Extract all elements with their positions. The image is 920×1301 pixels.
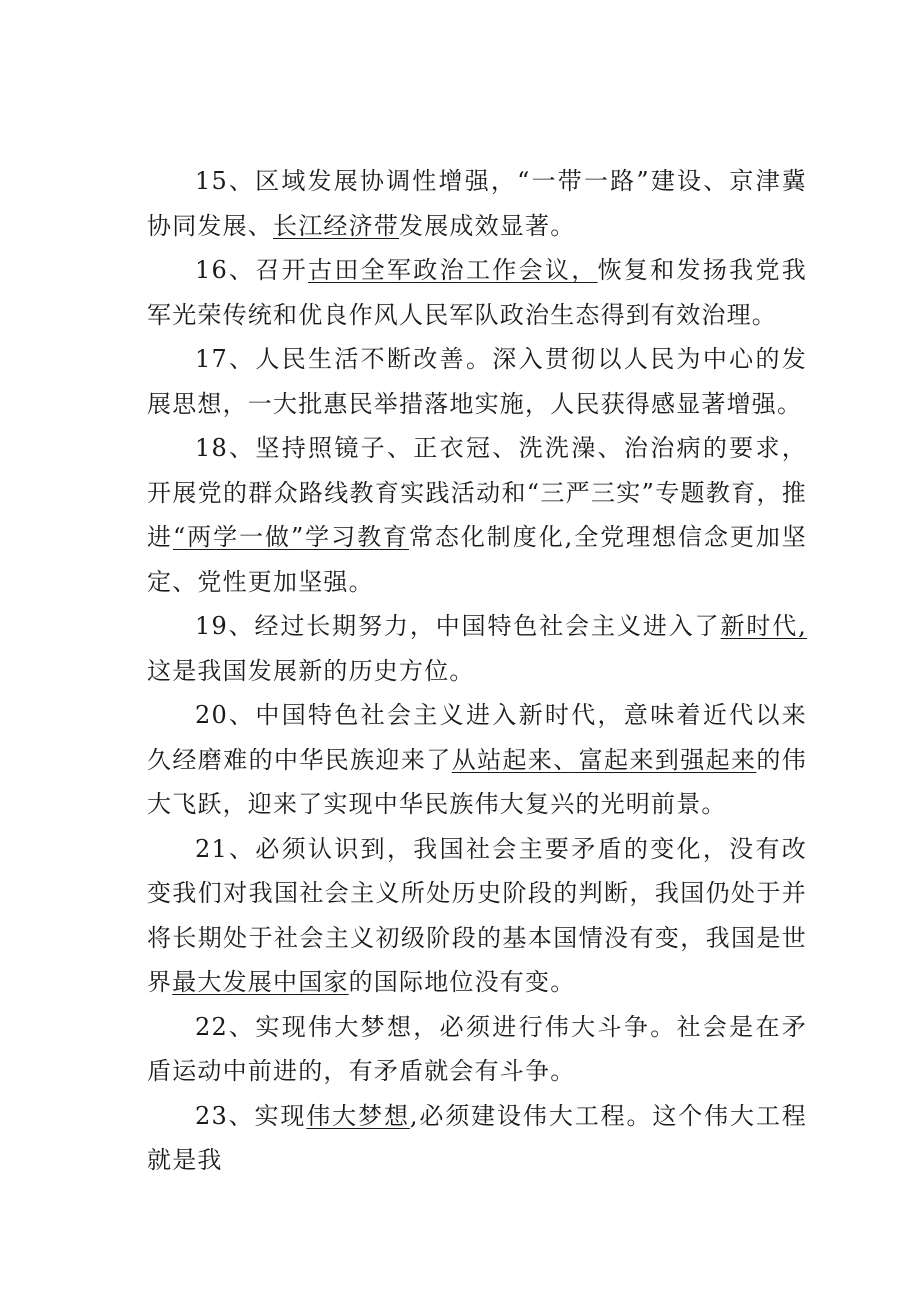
text-segment: 常态化制度化,全党理想信念更加坚定、党性更加坚强。 [147,523,808,596]
paragraph [147,159,807,248]
text-segment: 20、中国特色社会主义进入新时代，意味着近代以来久经磨难的中华民族迎来了 [147,701,807,774]
text-segment: 恢复和发扬我党我军光荣传统和优良作风人民军队政治生态得到有效治理。 [147,256,808,329]
text-segment: 的伟大飞跃，迎来了实现中华民族伟大复兴的光明前景。 [147,745,807,818]
text-segment: 这是我国发展新的历史方位。 [147,656,475,685]
text-segment: 19、经过长期努力，中国特色社会主义进入了 [195,612,721,640]
text-segment: ,必须建设伟大工程。这个伟大工程就是我 [147,1101,807,1174]
paragraph [147,426,807,604]
paragraph [147,693,807,827]
document-page [147,159,807,1183]
underlined-text: 最大发展中国家 [172,968,349,996]
text-segment: 的国际地位没有变。 [348,968,576,996]
paragraph [147,337,807,426]
text-segment: 16、召开 [195,256,309,284]
underlined-text: “两学一做”学习教育 [172,523,409,551]
text-segment: 发展成效显著。 [399,211,576,240]
underlined-text: 新时代, [720,612,807,640]
text-segment: 22、实现伟大梦想，必须进行伟大斗争。社会是在矛盾运动中前进的，有矛盾就会有斗争。 [147,1012,807,1085]
paragraph [147,604,807,693]
paragraph [147,248,807,337]
text-segment: 21、必须认识到，我国社会主要矛盾的变化，没有改变我们对我国社会主义所处历史阶段的判断，我国仍处于并将长期处于社会主义初级阶段的基本国情没有变，我国是世界 [147,834,807,996]
text-segment: 18、坚持照镜子、正衣冠、洗洗澡、治治病的要求，开展党的群众路线教育实践活动和“三严三实”专题教育，推进 [147,434,807,551]
text-segment: 17、人民生活不断改善。深入贯彻以人民为中心的发展思想，一大批惠民举措落地实施，人民获得感显著增强。 [147,345,807,418]
underlined-text: 古田全军政治工作会议， [308,256,598,284]
paragraph [147,1094,807,1183]
paragraph [147,1005,807,1094]
paragraph-list [147,159,807,1183]
text-segment: 23、实现 [195,1101,307,1130]
underlined-text: 伟大梦想 [306,1101,410,1130]
underlined-text: 长江经济带 [273,211,399,240]
paragraph [147,827,807,1005]
text-segment: 15、区域发展协调性增强，“一带一路”建设、京津冀协同发展、 [147,167,807,240]
underlined-text: 从站起来、富起来到强起来 [451,745,757,774]
